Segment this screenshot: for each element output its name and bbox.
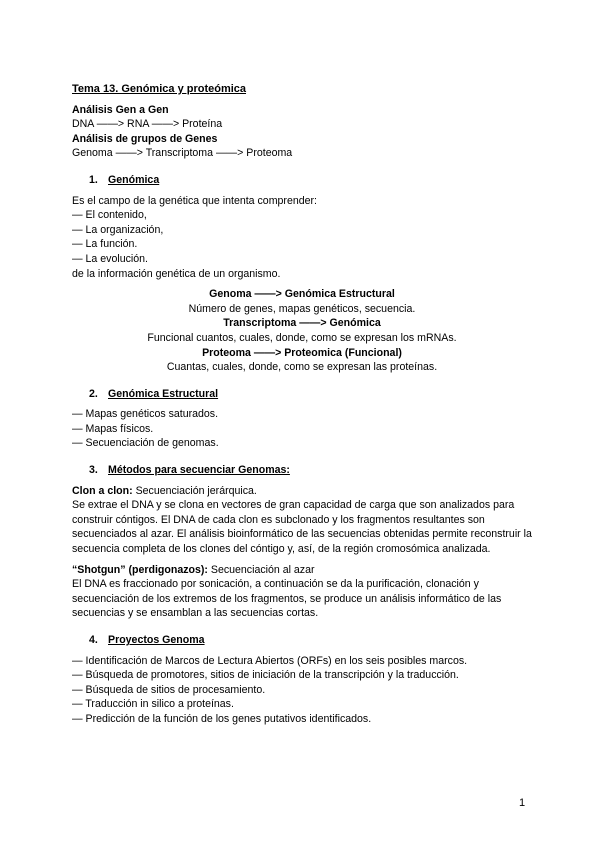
list-item: — Predicción de la función de los genes putativos identificados. — [72, 712, 372, 725]
shotgun-body: El DNA es fraccionado por sonicación, a continuación se da la purificación, clonación y secuenciación de los extremos de los fragmentos, se produce un análisis informático de las secuencias y se ensamblan a las secuencias cortas. — [72, 578, 502, 620]
proteoma-heading: Proteoma ——> Proteomica (Funcional) — [202, 346, 402, 359]
transcriptoma-heading: Transcriptoma ——> Genómica — [223, 317, 381, 330]
intro-flow-groups: Genoma ——> Transcriptoma ——> Proteoma — [72, 147, 293, 160]
section-1-outro: de la información genética de un organismo. — [72, 267, 281, 280]
list-item: — Identificación de Marcos de Lectura Abiertos (ORFs) en los seis posibles marcos. — [72, 654, 468, 667]
section-2-title: Genómica Estructural — [108, 387, 219, 400]
intro-flow-gen: DNA ——> RNA ——> Proteína — [72, 118, 223, 131]
clon-a-clon-body: Se extrae el DNA y se clona en vectores de gran capacidad de carga que son analizados para construir cóntigos. El DNA de cada clon es subclonado y los fragmentos resultantes son secuenciados al azar. El análisis bioinformático de las secuencias obtenidas permite reconstruir la secuencia completa de los clones del cóntigo y, así, de la región cromosómica analizada. — [72, 499, 532, 556]
section-3-title: Métodos para secuenciar Genomas: — [108, 464, 290, 477]
clon-a-clon-label: Clon a clon: — [72, 484, 133, 497]
list-item: — Secuenciación de genomas. — [72, 437, 219, 450]
shotgun-label: “Shotgun” (perdigonazos): — [72, 563, 208, 576]
list-item: — La evolución. — [72, 252, 148, 265]
transcriptoma-text: Funcional cuantos, cuales, donde, como se expresan los mRNAs. — [147, 331, 457, 344]
clon-a-clon-heading — [72, 484, 532, 499]
shotgun-heading — [72, 563, 532, 578]
document-page — [72, 82, 532, 727]
list-item: — Búsqueda de promotores, sitios de iniciación de la transcripción y la traducción. — [72, 669, 459, 682]
intro-heading-groups: Análisis de grupos de Genes — [72, 132, 218, 145]
section-1-heading — [89, 173, 532, 188]
section-2-number: 2. — [89, 387, 98, 400]
section-4-number: 4. — [89, 634, 98, 646]
proteoma-text: Cuantas, cuales, donde, como se expresan las proteínas. — [166, 361, 438, 374]
list-item: — Búsqueda de sitios de procesamiento. — [72, 683, 266, 696]
section-3-heading — [89, 463, 532, 478]
genoma-text: Número de genes, mapas genéticos, secuencia. — [188, 302, 416, 315]
list-item: — La función. — [72, 238, 138, 251]
section-1-number: 1. — [89, 173, 98, 186]
list-item: — Mapas genéticos saturados. — [72, 408, 219, 421]
list-item: — Traducción in silico a proteínas. — [72, 698, 234, 711]
section-1-title: Genómica — [108, 173, 160, 186]
section-3-number: 3. — [89, 464, 98, 477]
page-number: 1 — [519, 797, 526, 809]
section-4-title: Proyectos Genoma — [108, 634, 205, 646]
page-title: Tema 13. Genómica y proteómica — [72, 83, 247, 95]
list-item: — La organización, — [72, 223, 164, 236]
intro-heading-gen: Análisis Gen a Gen — [72, 103, 169, 116]
list-item: — Mapas físicos. — [72, 422, 154, 435]
list-item: — El contenido, — [72, 209, 147, 222]
clon-a-clon-subtitle: Secuenciación jerárquica. — [132, 484, 257, 497]
section-1-intro: Es el campo de la genética que intenta comprender: — [72, 194, 317, 207]
shotgun-subtitle: Secuenciación al azar — [207, 563, 315, 576]
section-2-heading — [89, 387, 532, 402]
genoma-heading: Genoma ——> Genómica Estructural — [209, 288, 395, 301]
section-4-heading — [89, 633, 532, 648]
